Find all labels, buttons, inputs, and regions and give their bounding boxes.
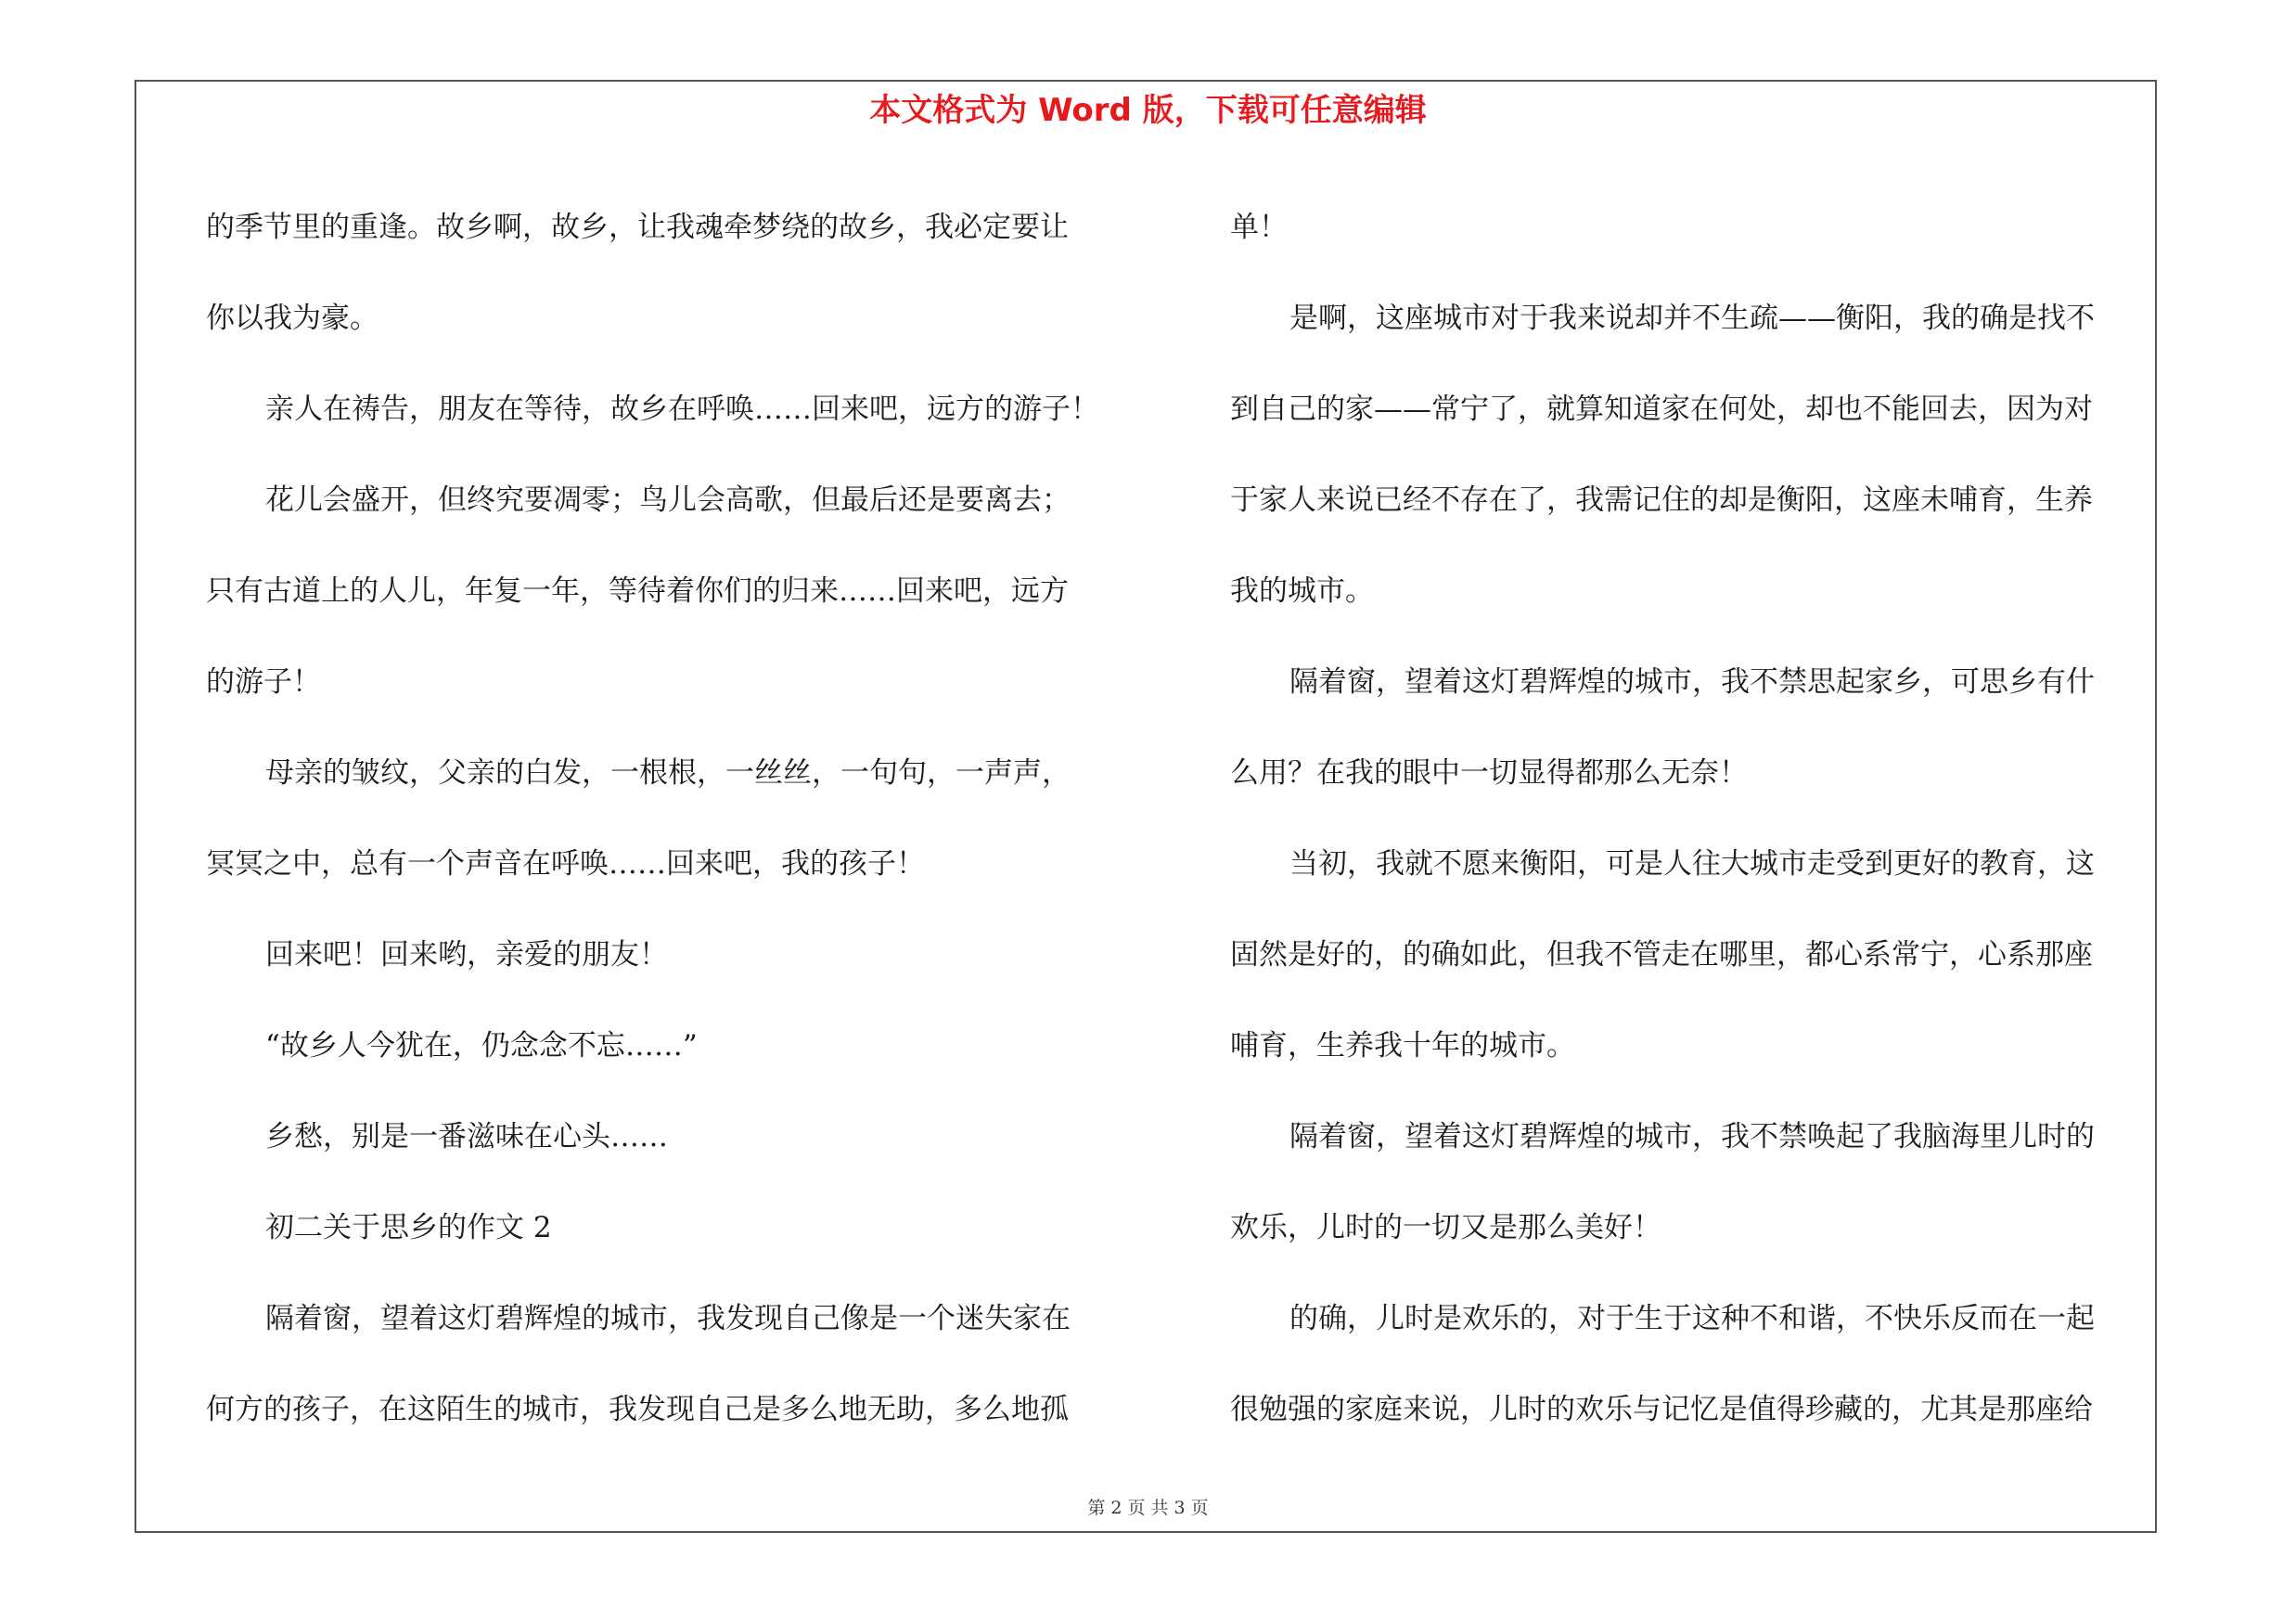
- text-line: 到自己的家——常宁了，就算知道家在何处，却也不能回去，因为对: [1230, 393, 2093, 426]
- text-line: 隔着窗，望着这灯碧辉煌的城市，我不禁唤起了我脑海里儿时的: [1289, 1120, 2095, 1153]
- text-line: 是啊，这座城市对于我来说却并不生疏——衡阳，我的确是找不: [1289, 302, 2095, 335]
- text-line: 固然是好的，的确如此，但我不管走在哪里，都心系常宁，心系那座: [1230, 938, 2093, 972]
- header-banner: 本文格式为 Word 版，下载可任意编辑: [869, 92, 1427, 129]
- text-line: 回来吧！回来哟，亲爱的朋友！: [265, 938, 668, 972]
- text-line: 哺育，生养我十年的城市。: [1230, 1029, 1575, 1063]
- text-line: 欢乐，儿时的一切又是那么美好！: [1230, 1211, 1661, 1244]
- text-line: 何方的孩子，在这陌生的城市，我发现自己是多么地无助，多么地孤: [206, 1393, 1069, 1426]
- right-column: [1230, 182, 2148, 1455]
- text-line: “故乡人今犹在，仍念念不忘……”: [265, 1029, 698, 1063]
- text-line: 么用？在我的眼中一切显得都那么无奈！: [1230, 756, 1748, 790]
- text-line: 当初，我就不愿来衡阳，可是人往大城市走受到更好的教育，这: [1289, 847, 2095, 881]
- text-line: 的游子！: [206, 665, 321, 699]
- text-line: 初二关于思乡的作文 2: [265, 1211, 552, 1244]
- left-column: [206, 182, 1143, 1455]
- text-line: 单！: [1230, 211, 1288, 244]
- text-line: 只有古道上的人儿，年复一年，等待着你们的归来……回来吧，远方: [206, 574, 1069, 608]
- text-line: 的季节里的重逢。故乡啊，故乡，让我魂牵梦绕的故乡，我必定要让: [206, 211, 1069, 244]
- text-line: 隔着窗，望着这灯碧辉煌的城市，我发现自己像是一个迷失家在: [265, 1302, 1071, 1335]
- text-line: 花儿会盛开，但终究要凋零；鸟儿会高歌，但最后还是要离去；: [265, 483, 1071, 517]
- text-line: 我的城市。: [1230, 574, 1374, 608]
- text-line: 母亲的皱纹，父亲的白发，一根根，一丝丝，一句句，一声声，: [265, 756, 1071, 790]
- text-line: 的确，儿时是欢乐的，对于生于这种不和谐，不快乐反而在一起: [1289, 1302, 2095, 1335]
- text-line: 于家人来说已经不存在了，我需记住的却是衡阳，这座未哺育，生养: [1230, 483, 2093, 517]
- text-line: 你以我为豪。: [206, 302, 378, 335]
- text-line: 很勉强的家庭来说，儿时的欢乐与记忆是值得珍藏的，尤其是那座给: [1230, 1393, 2093, 1426]
- text-line: 乡愁，别是一番滋味在心头……: [265, 1120, 668, 1153]
- text-line: 冥冥之中，总有一个声音在呼唤……回来吧，我的孩子！: [206, 847, 925, 881]
- text-line: 亲人在祷告，朋友在等待，故乡在呼唤……回来吧，远方的游子！: [265, 393, 1099, 426]
- text-line: 隔着窗，望着这灯碧辉煌的城市，我不禁思起家乡，可思乡有什: [1289, 665, 2095, 699]
- page-number: 第 2 页 共 3 页: [1087, 1498, 1209, 1518]
